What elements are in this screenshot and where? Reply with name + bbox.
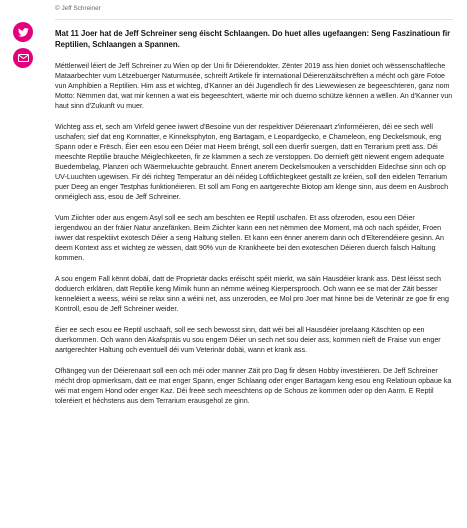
article-body: [55, 61, 453, 406]
image-credit: © Jeff Schreiner: [55, 5, 101, 12]
paragraph: Méttlerweil léiert de Jeff Schreiner zu Wien op der Uni fir Déierendokter. Zënter 2019 ass hien doniet och wëssenschaftleche Mataarbechter vum Lëtzebuerger Naturmusée, schreift Artikele fir international Déierenzäitschrëften a mécht och gäre Fotoe vun Amphibien a Reptilien. Him ass et wichteg, d'Kanner an déi Jugendlech fir des Liewewiesen ze begeeschteren, ganz nom Motto: Nëmmen dat, wat mir kennen a wat eis begeeschtert, wäerte mir och duerno schütze kënnen a wëllen. An d'Kanner vun haut sinn d'Zukunft vu muer.: [55, 62, 453, 111]
article-lead: Mat 11 Joer hat de Jeff Schreiner seng éischt Schlaangen. Do huet alles ugefaangen: Seng Faszinatioun fir Reptilien, Schlaangen a Spannen.: [55, 29, 451, 49]
share-rail: [13, 22, 33, 68]
paragraph: Éier ee sech esou ee Reptil uschaaft, soll ee sech bewosst sinn, datt wéi bei all Hausdéier jorelaang Käschten op een duerkommen. Och wann den Akafspräis vu sou engem Déier un sech net sou deier ass, kommen nieft de Fraise vun enger aartgerechter Haltung och eventuell déi vum Veterinär dobäi, wann et krank ass.: [55, 326, 441, 355]
divider: [55, 19, 453, 20]
twitter-share-button[interactable]: [13, 22, 33, 42]
twitter-bird-icon: [18, 28, 29, 37]
article: [55, 0, 453, 406]
envelope-icon: [18, 54, 29, 62]
paragraph: Vum Ziichter oder aus engem Asyl soll ee sech am beschten ee Reptil uschafen. Et ass ofzeroden, esou een Déier iergendwou an der fräier Natur anzefänken. Beim Ziichter kann een net nëmmen dee Moment, mä och nach spéider, Froen iwwer dat respektiivt exotesch Déier a seng Haltung stellen. Et kann een ënner anerem dann och d'Elterendéiere gesinn. An deem Kontext ass et wichteg ze wëssen, datt 90% vun de Krankheete bei den exoteschen Déieren duerch falsch Haltung kommen.: [55, 214, 444, 263]
paragraph: A sou engem Fall kënnt dobäi, datt de Proprietär dacks eréischt spéit mierkt, wa säin Hausdéier krank ass. Dëst léisst sech doduerch erklären, datt Reptilie keng Mimik hunn an nëmme wéineg Kierpersprooch. Och wann ee se mat der Zäit besser kennelëiert a weess, wéini se relax sinn a wéini net, ass unzeroden, ee Mol pro Joer mat hinne bei de Veterinär ze goe fir eng Kontroll, esou de Jeff Schreiner weider.: [55, 275, 449, 314]
paragraph: Ofhängeg vun der Déierenaart soll een och méi oder manner Zäit pro Dag fir dësen Hobby investéieren. De Jeff Schreiner mécht drop opmierksam, datt ee mat enger Spann, enger Schlaang oder enger Bartagam keng esou eng Relatioun opbaue ka wéi mat engem Hond oder enger Kaz. Déi freeë sech meeschtens op de Schous ze kommen oder op den Aarm. E Reptil toleréiert et héchstens aus dem Terrarium erausgehol ze ginn.: [55, 367, 452, 406]
email-share-button[interactable]: [13, 48, 33, 68]
paragraph: Wichteg ass et, sech am Virfeld genee iwwert d'Besoine vun der respektiver Déierenaart z'informéieren, déi ee sech wëll uschafen; sief dat eng Kornnatter, e Kinneksphyton, eng Bartagam, e Leopardgecko, e Chameleon, eng Deckelsmouk, eng Spann oder e Frësch. Éier een esou een Déier mat Heem bréngt, soll een duerfir suergen, datt en Terrarium prett ass. Déi meeschte Reptilie brauche Méiglechkeeten, fir ze klammen a sech ze verstoppen. Do dernieft gëtt niewent engem adequate Buedembelag, Planzen och Wäermeluuchte gebraucht. Ënnert anerem Deckelsmouken a verschidden Eidechse sinn och op UV-Luuchten ugewisen. Fir déi richteg Temperatur an déi néideg Loftfiichtegkeet gestallt ze kréien, soll den eidelen Terrarium puer Deeg an enger Testphas funktionéieren. Et soll am Fong en aartgerechte Biotop am klenge sinn, aus deem en Ausbroch onméiglech ass, esou de Jeff Schreiner.: [55, 123, 449, 202]
